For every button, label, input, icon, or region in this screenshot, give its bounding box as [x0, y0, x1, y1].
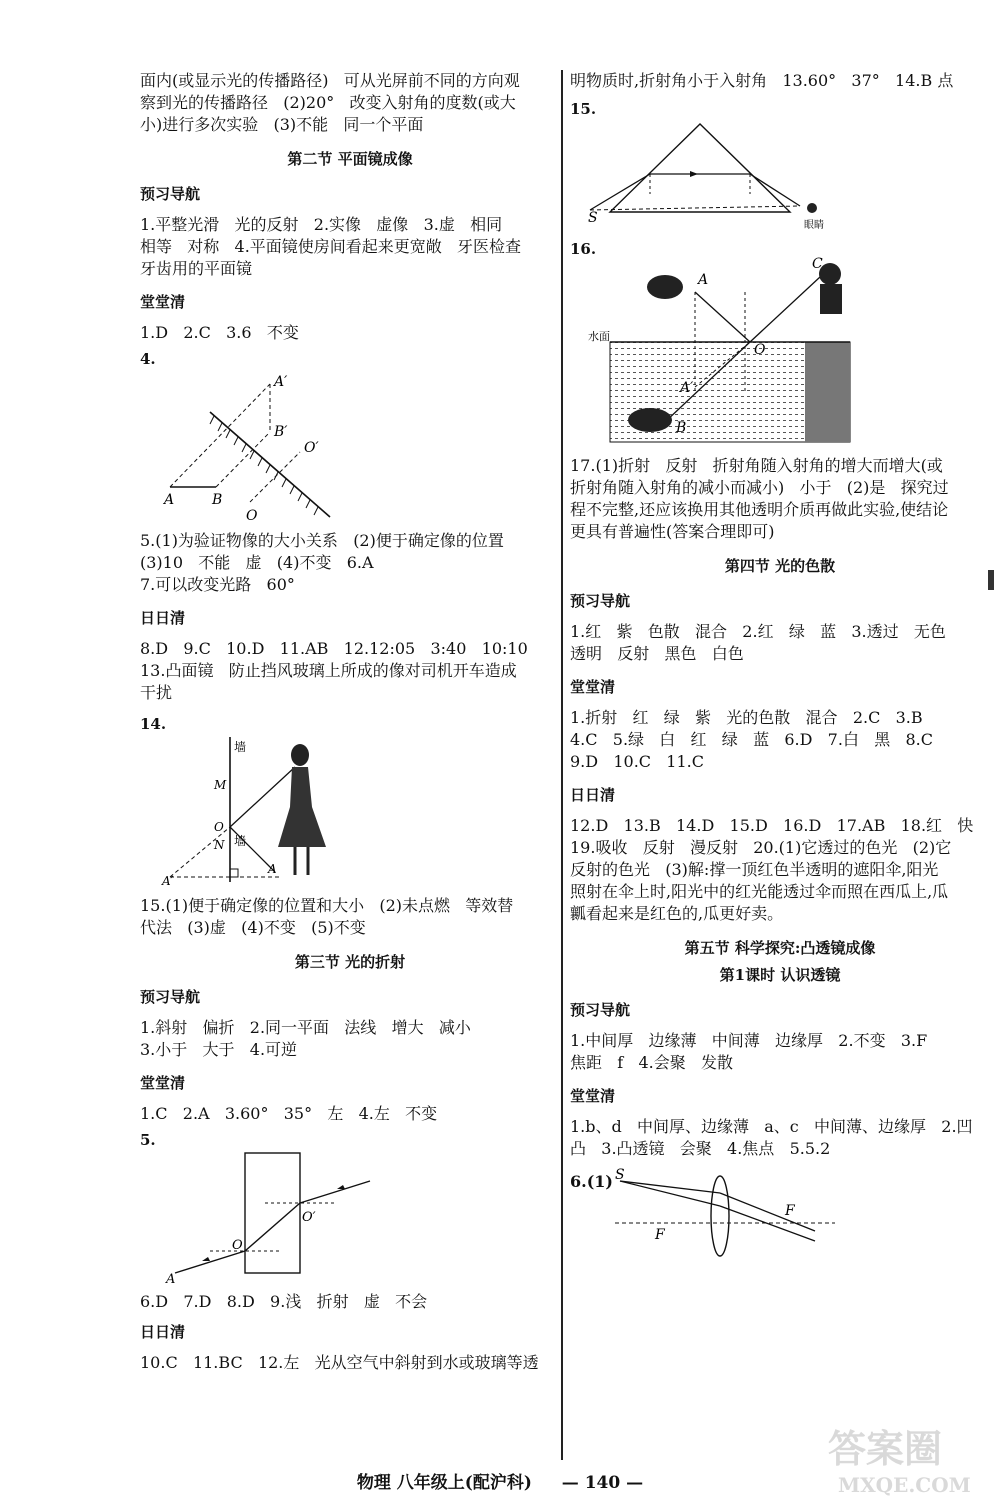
label-eye: 眼睛	[804, 220, 824, 231]
mirror-diagram	[150, 372, 350, 522]
subsection-heading: 堂堂清	[140, 1074, 186, 1092]
label-o-prime: O′	[302, 1210, 316, 1225]
text-line: 1.b、d 中间厚、边缘薄 a、c 中间薄、边缘厚 2.凹	[570, 1117, 973, 1136]
label-o: O	[214, 820, 224, 834]
text-line: 折射角随入射角的减小而减小) 小于 (2)是 探究过	[570, 478, 949, 497]
label-o: O	[246, 508, 258, 524]
lens-question	[570, 1167, 990, 1261]
text-line: 10.C 11.BC 12.左 光从空气中斜射到水或玻璃等透	[140, 1353, 539, 1372]
answer-block	[570, 815, 990, 925]
subsection-heading: 日日清	[570, 786, 616, 804]
subsection-heading: 预习导航	[570, 592, 631, 610]
section-title: 第五节 科学探究:凸透镜成像	[684, 939, 876, 957]
label-a-prime: A′	[680, 380, 694, 396]
answer-block	[570, 455, 990, 543]
answer-block	[570, 621, 990, 665]
text-line: 明物质时,折射角小于入射角 13.60° 37° 14.B 点	[570, 71, 954, 90]
text-line: 4.C 5.绿 白 红 绿 蓝 6.D 7.白 黑 8.C	[570, 730, 933, 749]
question-number: 14.	[140, 715, 167, 733]
text-line: 6.D 7.D 8.D 9.浅 折射 虚 不会	[140, 1292, 428, 1311]
text-line: 1.斜射 偏折 2.同一平面 法线 增大 减小	[140, 1018, 471, 1037]
watermark-url: MXQE.COM	[838, 1473, 971, 1497]
eye-icon	[807, 203, 817, 213]
label-f-right: F	[785, 1203, 795, 1219]
girl-figure	[291, 744, 309, 766]
text-line: 1.红 紫 色散 混合 2.红 绿 蓝 3.透过 无色	[570, 622, 946, 641]
text-line: 小)进行多次实验 (3)不能 同一个平面	[140, 115, 424, 134]
answer-block	[140, 638, 560, 704]
text-line: 5.(1)为验证物像的大小关系 (2)便于确定像的位置	[140, 531, 504, 550]
answer-block	[140, 214, 560, 280]
text-line: 牙齿用的平面镜	[140, 259, 253, 278]
label-a-prime: A′	[274, 374, 288, 390]
label-water: 水面	[588, 330, 610, 343]
question-number: 6.(1)	[570, 1172, 613, 1191]
text-line: 代法 (3)虚 (4)不变 (5)不变	[140, 918, 366, 937]
text-line: 15.(1)便于确定像的位置和大小 (2)未点燃 等效替	[140, 896, 514, 915]
section-title: 第二节 平面镜成像	[287, 150, 413, 168]
section-title: 第三节 光的折射	[294, 953, 406, 971]
text-line: 相等 对称 4.平面镜使房间看起来更宽敞 牙医检查	[140, 237, 522, 256]
text-line: 面内(或显示光的传播路径) 可从光屏前不同的方向观	[140, 71, 520, 90]
fish-figure	[628, 408, 672, 432]
question-number: 15.	[570, 100, 597, 118]
text-line: 1.折射 红 绿 紫 光的色散 混合 2.C 3.B	[570, 708, 923, 727]
text-line: 透明 反射 黑色 白色	[570, 644, 744, 663]
page-number: — 140 —	[561, 1473, 644, 1493]
label-c: C	[812, 256, 823, 272]
watermark-logo	[818, 1418, 988, 1498]
label-f-left: F	[655, 1227, 665, 1243]
label-a: A	[164, 492, 175, 508]
label-m: M	[214, 778, 227, 792]
girl-dress	[278, 767, 326, 847]
lens-diagram	[615, 1167, 835, 1261]
text-line: 1.中间厚 边缘薄 中间薄 边缘厚 2.不变 3.F	[570, 1031, 928, 1050]
question-number: 5.	[140, 1131, 156, 1149]
label-b: B	[212, 492, 223, 508]
text-line: 干扰	[140, 683, 173, 702]
subsection-heading: 堂堂清	[570, 678, 616, 696]
text-line: 1.D 2.C 3.6 不变	[140, 323, 299, 342]
bird-figure	[647, 275, 683, 299]
text-line: 1.平整光滑 光的反射 2.实像 虚像 3.虚 相同	[140, 215, 503, 234]
label-o: O	[232, 1238, 243, 1253]
question-number: 16.	[570, 240, 597, 258]
answer-block	[140, 895, 560, 939]
label-o-prime: O′	[304, 440, 319, 456]
text-line: 焦距 f 4.会聚 发散	[570, 1053, 733, 1072]
text-line: (3)10 不能 虚 (4)不变 6.A	[140, 553, 374, 572]
label-b: B	[676, 420, 687, 436]
left-column	[140, 70, 560, 1374]
text-line: 12.D 13.B 14.D 15.D 16.D 17.AB 18.红 快	[570, 816, 974, 835]
label-s: S	[588, 210, 598, 226]
text-line: 瓤看起来是红色的,瓜更好卖。	[570, 904, 784, 923]
answer-block	[570, 1116, 990, 1160]
text-line: 13.凸面镜 防止挡风玻璃上所成的像对司机开车造成	[140, 661, 517, 680]
water-refraction-diagram	[588, 256, 870, 447]
wall-mirror-diagram	[160, 737, 370, 887]
intro-block	[140, 70, 560, 136]
subsection-heading: 预习导航	[140, 988, 201, 1006]
text-line: 凸 3.凸透镜 会聚 4.焦点 5.5.2	[570, 1139, 831, 1158]
text-line: 7.可以改变光路 60°	[140, 575, 295, 594]
label-b-prime: B′	[274, 424, 288, 440]
label-a-prime: A′	[162, 874, 174, 888]
label-wall-top: 墙	[234, 740, 247, 754]
subsection-heading: 日日清	[140, 609, 186, 627]
text-line: 照射在伞上时,阳光中的红光能透过伞而照在西瓜上,瓜	[570, 882, 949, 901]
text-line: 反射的色光 (3)解:撑一顶红色半透明的遮阳伞,阳光	[570, 860, 939, 879]
glass-block-diagram	[160, 1153, 380, 1287]
subsection-heading: 堂堂清	[570, 1087, 616, 1105]
subsection-heading: 预习导航	[570, 1001, 631, 1019]
text-line: 8.D 9.C 10.D 11.AB 12.12:05 3:40 10:10	[140, 639, 528, 658]
lesson-title: 第1课时 认识透镜	[719, 966, 841, 984]
label-o: O	[754, 342, 766, 358]
section-title: 第四节 光的色散	[724, 557, 836, 575]
label-a: A	[268, 862, 277, 876]
answer-block	[570, 1030, 990, 1074]
text-line: 程不完整,还应该换用其他透明介质再做此实验,使结论	[570, 500, 949, 519]
watermark-title: 答案圈	[828, 1426, 943, 1471]
text-line: 1.C 2.A 3.60° 35° 左 4.左 不变	[140, 1104, 438, 1123]
subsection-heading: 堂堂清	[140, 293, 186, 311]
answer-block	[570, 707, 990, 773]
text-line: 9.D 10.C 11.C	[570, 752, 704, 771]
label-wall-bottom: 墙	[234, 834, 247, 848]
subsection-heading: 日日清	[140, 1323, 186, 1341]
label-n: N	[214, 838, 225, 852]
answer-block	[140, 1017, 560, 1061]
label-a: A	[166, 1272, 176, 1287]
footer-subject: 物理 八年级上(配沪科)	[356, 1473, 532, 1493]
prism-diagram	[590, 122, 870, 232]
question-number: 4.	[140, 350, 156, 368]
label-s: S	[615, 1167, 625, 1183]
text-line: 3.小于 大于 4.可逆	[140, 1040, 298, 1059]
answer-block	[140, 530, 560, 596]
text-line: 19.吸收 反射 漫反射 20.(1)它透过的色光 (2)它	[570, 838, 952, 857]
text-line: 更具有普遍性(答案合理即可)	[570, 522, 775, 541]
text-line: 察到光的传播路径 (2)20° 改变入射角的度数(或大	[140, 93, 516, 112]
right-column	[570, 70, 990, 1261]
subsection-heading: 预习导航	[140, 185, 201, 203]
text-line: 17.(1)折射 反射 折射角随入射角的增大而增大(或	[570, 456, 943, 475]
column-divider	[561, 70, 563, 1460]
label-a: A	[698, 272, 709, 288]
